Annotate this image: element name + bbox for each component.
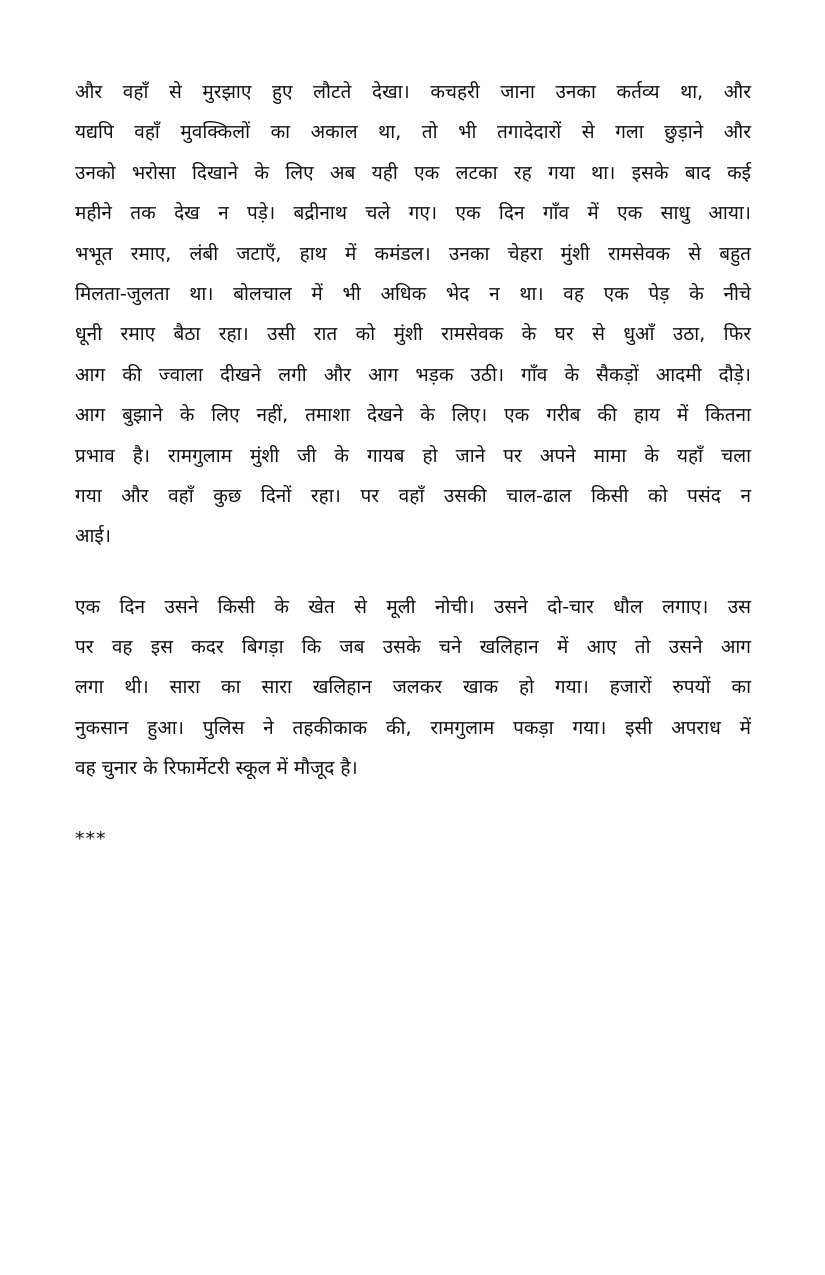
text-line: धूनी रमाए बैठा रहा। उसी रात को मुंशी रामसेवक के घर से धुआँ उठा, फिर <box>75 323 751 346</box>
text-line: लगा थी। सारा का सारा खलिहान जलकर खाक हो गया। हजारों रुपयों का <box>75 676 751 699</box>
paragraph-1 <box>75 72 751 557</box>
text-line: आग की ज्वाला दीखने लगी और आग भड़क उठी। गाँव के सैकड़ों आदमी दौड़े। <box>75 363 751 386</box>
paragraph-2 <box>75 587 751 789</box>
text-line: वह चुनार के रिफार्मेटरी स्कूल में मौजूद है। <box>75 757 358 780</box>
text-line: यद्यपि वहाँ मुवक्किलों का अकाल था, तो भी तगादेदारों से गला छुड़ाने और <box>75 121 751 144</box>
text-line: पर वह इस कदर बिगड़ा कि जब उसके चने खलिहान में आए तो उसने आग <box>75 636 751 659</box>
text-line: गया और वहाँ कुछ दिनों रहा। पर वहाँ उसकी चाल-ढाल किसी को पसंद न <box>75 484 751 507</box>
text-line: मिलता-जुलता था। बोलचाल में भी अधिक भेद न था। वह एक पेड़ के नीचे <box>75 282 751 305</box>
text-line: और वहाँ से मुरझाए हुए लौटते देखा। कचहरी जाना उनका कर्तव्य था, और <box>75 81 751 103</box>
text-line: आई। <box>75 525 111 548</box>
text-line: महीने तक देख न पड़े। बद्रीनाथ चले गए। एक दिन गाँव में एक साधु आया। <box>75 202 751 225</box>
text-line: एक दिन उसने किसी के खेत से मूली नोची। उसने दो-चार धौल लगाए। उस <box>75 595 751 618</box>
paragraph-spacer <box>75 789 751 819</box>
text-line: नुकसान हुआ। पुलिस ने तहकीकाक की, रामगुलाम पकड़ा गया। इसी अपराध में <box>75 716 751 739</box>
text-line: प्रभाव है। रामगुलाम मुंशी जी के गायब हो जाने पर अपने मामा के यहाँ चला <box>75 444 751 467</box>
document-page <box>75 72 751 859</box>
section-separator: *** <box>75 827 107 850</box>
text-line: आग बुझाने के लिए नहीं, तमाशा देखने के लिए। एक गरीब की हाय में कितना <box>75 404 751 427</box>
paragraph-spacer <box>75 557 751 587</box>
text-line: उनको भरोसा दिखाने के लिए अब यही एक लटका रह गया था। इसके बाद कई <box>75 161 751 184</box>
text-line: भभूत रमाए, लंबी जटाएँ, हाथ में कमंडल। उनका चेहरा मुंशी रामसेवक से बहुत <box>75 242 751 265</box>
